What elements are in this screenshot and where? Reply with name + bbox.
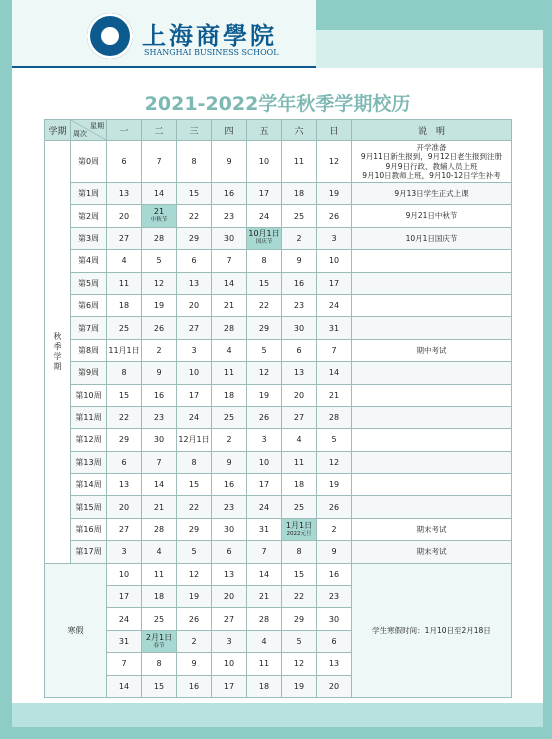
holiday-day-cell [142,630,177,652]
day-cell: 29 [177,227,212,249]
day-cell: 3 [317,227,352,249]
table-row [45,205,512,227]
winter-label: 寒假 [45,563,107,697]
day-cell: 27 [107,518,142,540]
note-cell [352,317,512,339]
week-label: 第12周 [71,429,107,451]
table-row [45,294,512,316]
day-cell: 26 [247,406,282,428]
frame-top-right-band-light [316,30,552,68]
day-cell: 26 [142,317,177,339]
day-cell: 20 [282,384,317,406]
note-line: 9月21日中秋节 [405,211,458,221]
day-cell: 11 [142,563,177,585]
note-cell [352,250,512,272]
term-label: 秋季学期 [45,141,71,564]
day-cell: 6 [212,541,247,563]
day-cell: 6 [177,250,212,272]
day-cell: 8 [177,141,212,183]
week-label: 第16周 [71,518,107,540]
day-cell: 6 [107,141,142,183]
note-cell [352,339,512,361]
holiday-label: 中秋节 [150,217,168,224]
note-line: 期中考试 [416,345,447,355]
table-row [45,183,512,205]
day-cell: 25 [107,317,142,339]
table-row [45,406,512,428]
day-cell: 15 [142,675,177,697]
day-cell: 21 [212,294,247,316]
day-cell: 3 [247,429,282,451]
note-line: 9月9日行政、教辅人员上班 [385,161,478,171]
day-cell: 11 [247,653,282,675]
day-cell: 14 [142,474,177,496]
note-cell [352,496,512,518]
week-label: 第7周 [71,317,107,339]
holiday-label: 2022元旦 [286,530,312,537]
day-cell: 15 [177,183,212,205]
day-cell: 2 [317,518,352,540]
note-line: 10月1日国庆节 [405,233,458,243]
day-cell: 12 [177,563,212,585]
day-cell: 23 [282,294,317,316]
day-cell: 23 [142,406,177,428]
day-cell: 3 [177,339,212,361]
day-cell: 19 [247,384,282,406]
day-cell: 18 [142,586,177,608]
day-cell: 29 [177,518,212,540]
header-term: 学期 [45,120,71,141]
day-cell: 27 [282,406,317,428]
day-cell: 10 [247,141,282,183]
day-cell: 19 [177,586,212,608]
table-row [45,227,512,249]
day-cell: 15 [107,384,142,406]
week-label: 第4周 [71,250,107,272]
day-cell: 2 [212,429,247,451]
day-cell: 9 [177,653,212,675]
day-cell: 24 [177,406,212,428]
day-cell: 30 [282,317,317,339]
note-line: 期末考试 [416,547,447,557]
day-number: 1月1日 [285,520,313,530]
day-cell: 5 [142,250,177,272]
day-cell: 8 [107,362,142,384]
day-cell: 8 [247,250,282,272]
day-cell: 22 [107,406,142,428]
day-cell: 14 [142,183,177,205]
note-cell [352,406,512,428]
week-label: 第11周 [71,406,107,428]
frame-right-band [543,0,552,739]
week-label: 第6周 [71,294,107,316]
day-number: 10月1日 [248,229,280,239]
note-cell [352,141,512,183]
week-label: 第3周 [71,227,107,249]
day-cell: 28 [247,608,282,630]
day-cell: 8 [142,653,177,675]
day-cell: 4 [142,541,177,563]
note-line: 9月10日教师上班，9月10-12日学生补考 [362,171,501,180]
day-cell: 27 [177,317,212,339]
note-cell [352,384,512,406]
day-number: 2月1日 [145,632,173,642]
header-day: 五 [247,120,282,141]
day-cell: 12 [282,653,317,675]
header-day: 三 [177,120,212,141]
day-number: 21 [153,207,165,217]
day-cell: 23 [212,205,247,227]
day-cell: 6 [317,630,352,652]
header-day: 四 [212,120,247,141]
day-cell: 17 [247,183,282,205]
winter-note: 学生寒假时间：1月10日至2月18日 [352,563,512,697]
holiday-day-cell [282,518,317,540]
day-cell: 7 [247,541,282,563]
day-cell: 2 [142,339,177,361]
week-label: 第9周 [71,362,107,384]
day-cell: 21 [247,586,282,608]
day-cell: 14 [247,563,282,585]
day-cell: 12月1日 [177,429,212,451]
day-cell: 13 [177,272,212,294]
note-cell [352,518,512,540]
day-cell: 18 [282,474,317,496]
day-cell: 21 [317,384,352,406]
day-cell: 4 [247,630,282,652]
day-cell: 4 [282,429,317,451]
day-cell: 7 [107,653,142,675]
week-label: 第15周 [71,496,107,518]
day-cell: 8 [282,541,317,563]
school-name-cn: 上海商學院 [142,21,277,50]
note-line: 9月13日学生正式上课 [394,188,469,198]
week-label: 第0周 [71,141,107,183]
table-row [45,451,512,473]
day-cell: 20 [107,205,142,227]
school-seal-icon [87,13,133,59]
header-day: 二 [142,120,177,141]
header-day: 一 [107,120,142,141]
day-cell: 13 [107,474,142,496]
header-day: 六 [282,120,317,141]
day-cell: 13 [282,362,317,384]
holiday-label: 国庆节 [255,239,273,246]
note-cell [352,541,512,563]
header-day: 日 [317,120,352,141]
day-cell: 10 [247,451,282,473]
day-cell: 10 [212,653,247,675]
week-label: 第2周 [71,205,107,227]
table-row [45,474,512,496]
week-label: 第5周 [71,272,107,294]
calendar-title: 2021-2022学年秋季学期校历 [144,93,411,115]
day-cell: 7 [317,339,352,361]
day-cell: 7 [142,451,177,473]
day-cell: 24 [247,496,282,518]
note-line: 9月11日新生报到，9月12日老生报到注册 [360,152,503,161]
day-cell: 23 [317,586,352,608]
day-cell: 29 [282,608,317,630]
day-cell: 18 [247,675,282,697]
day-cell: 19 [317,474,352,496]
day-cell: 10 [317,250,352,272]
day-cell: 13 [212,563,247,585]
day-cell: 22 [282,586,317,608]
day-cell: 16 [282,272,317,294]
table-row [45,141,512,183]
table-row [45,496,512,518]
day-cell: 29 [107,429,142,451]
day-cell: 28 [212,317,247,339]
day-cell: 5 [282,630,317,652]
school-name-en: SHANGHAI BUSINESS SCHOOL [144,48,279,57]
table-row [45,250,512,272]
week-label: 第10周 [71,384,107,406]
week-label: 第8周 [71,339,107,361]
note-cell [352,272,512,294]
day-cell: 5 [177,541,212,563]
week-label: 第14周 [71,474,107,496]
day-cell: 30 [142,429,177,451]
day-cell: 19 [282,675,317,697]
day-cell: 12 [317,451,352,473]
day-cell: 10 [107,563,142,585]
school-logo-banner [12,0,316,68]
table-row [45,384,512,406]
calendar-table [44,119,512,698]
day-cell: 17 [212,675,247,697]
frame-top-right-band [316,0,552,30]
day-cell: 12 [142,272,177,294]
note-cell [352,451,512,473]
day-cell: 18 [212,384,247,406]
day-cell: 30 [317,608,352,630]
week-label: 第1周 [71,183,107,205]
day-cell: 10 [177,362,212,384]
day-cell: 26 [317,496,352,518]
day-cell: 30 [212,518,247,540]
day-cell: 2 [177,630,212,652]
day-cell: 26 [177,608,212,630]
day-cell: 15 [247,272,282,294]
day-cell: 13 [317,653,352,675]
day-cell: 9 [317,541,352,563]
day-cell: 7 [212,250,247,272]
day-cell: 11月1日 [107,339,142,361]
day-cell: 6 [107,451,142,473]
week-label: 第13周 [71,451,107,473]
day-cell: 18 [107,294,142,316]
frame-bottom-band-light [12,703,543,727]
day-cell: 19 [317,183,352,205]
holiday-day-cell [247,227,282,249]
week-label: 第17周 [71,541,107,563]
day-cell: 24 [107,608,142,630]
note-cell [352,429,512,451]
day-cell: 31 [317,317,352,339]
day-cell: 5 [247,339,282,361]
header-corner [71,120,107,141]
day-cell: 25 [282,205,317,227]
day-cell: 19 [142,294,177,316]
day-cell: 15 [282,563,317,585]
day-cell: 17 [107,586,142,608]
day-cell: 9 [142,362,177,384]
table-row [45,317,512,339]
note-cell [352,362,512,384]
header-week-label: 星期 [90,122,104,130]
frame-left-band [0,0,12,739]
day-cell: 28 [142,518,177,540]
day-cell: 11 [282,451,317,473]
day-cell: 11 [282,141,317,183]
day-cell: 22 [177,496,212,518]
day-cell: 14 [107,675,142,697]
day-cell: 28 [142,227,177,249]
day-cell: 24 [317,294,352,316]
day-cell: 21 [142,496,177,518]
day-cell: 8 [177,451,212,473]
day-cell: 9 [212,451,247,473]
table-row [45,429,512,451]
header-notes: 说 明 [352,120,512,141]
note-cell [352,227,512,249]
day-cell: 15 [177,474,212,496]
day-cell: 20 [317,675,352,697]
note-line: 期末考试 [416,524,447,534]
table-row [45,541,512,563]
day-cell: 25 [282,496,317,518]
day-cell: 30 [212,227,247,249]
day-cell: 14 [317,362,352,384]
day-cell: 22 [247,294,282,316]
day-cell: 3 [107,541,142,563]
day-cell: 16 [177,675,212,697]
day-cell: 20 [212,586,247,608]
day-cell: 20 [177,294,212,316]
day-cell: 23 [212,496,247,518]
day-cell: 13 [107,183,142,205]
day-cell: 16 [212,474,247,496]
day-cell: 16 [317,563,352,585]
note-line: 开学准备 [416,142,447,152]
day-cell: 9 [212,141,247,183]
day-cell: 16 [142,384,177,406]
table-row [45,563,512,585]
day-cell: 31 [247,518,282,540]
day-cell: 9 [282,250,317,272]
day-cell: 20 [107,496,142,518]
day-cell: 6 [282,339,317,361]
table-row [45,272,512,294]
day-cell: 2 [282,227,317,249]
day-cell: 17 [247,474,282,496]
day-cell: 25 [212,406,247,428]
day-cell: 14 [212,272,247,294]
day-cell: 18 [282,183,317,205]
day-cell: 16 [212,183,247,205]
table-row [45,362,512,384]
holiday-label: 春节 [153,642,165,649]
day-cell: 24 [247,205,282,227]
day-cell: 4 [107,250,142,272]
day-cell: 26 [317,205,352,227]
day-cell: 28 [317,406,352,428]
table-row [45,339,512,361]
day-cell: 12 [247,362,282,384]
day-cell: 31 [107,630,142,652]
day-cell: 17 [177,384,212,406]
note-cell [352,183,512,205]
day-cell: 29 [247,317,282,339]
day-cell: 5 [317,429,352,451]
header-zhou-label: 周次 [73,130,87,138]
day-cell: 22 [177,205,212,227]
day-cell: 27 [212,608,247,630]
day-cell: 7 [142,141,177,183]
table-row [45,518,512,540]
day-cell: 11 [212,362,247,384]
day-cell: 17 [317,272,352,294]
day-cell: 11 [107,272,142,294]
note-cell [352,294,512,316]
note-cell [352,205,512,227]
day-cell: 3 [212,630,247,652]
day-cell: 27 [107,227,142,249]
note-cell [352,474,512,496]
holiday-day-cell [142,205,177,227]
day-cell: 25 [142,608,177,630]
day-cell: 12 [317,141,352,183]
day-cell: 4 [212,339,247,361]
